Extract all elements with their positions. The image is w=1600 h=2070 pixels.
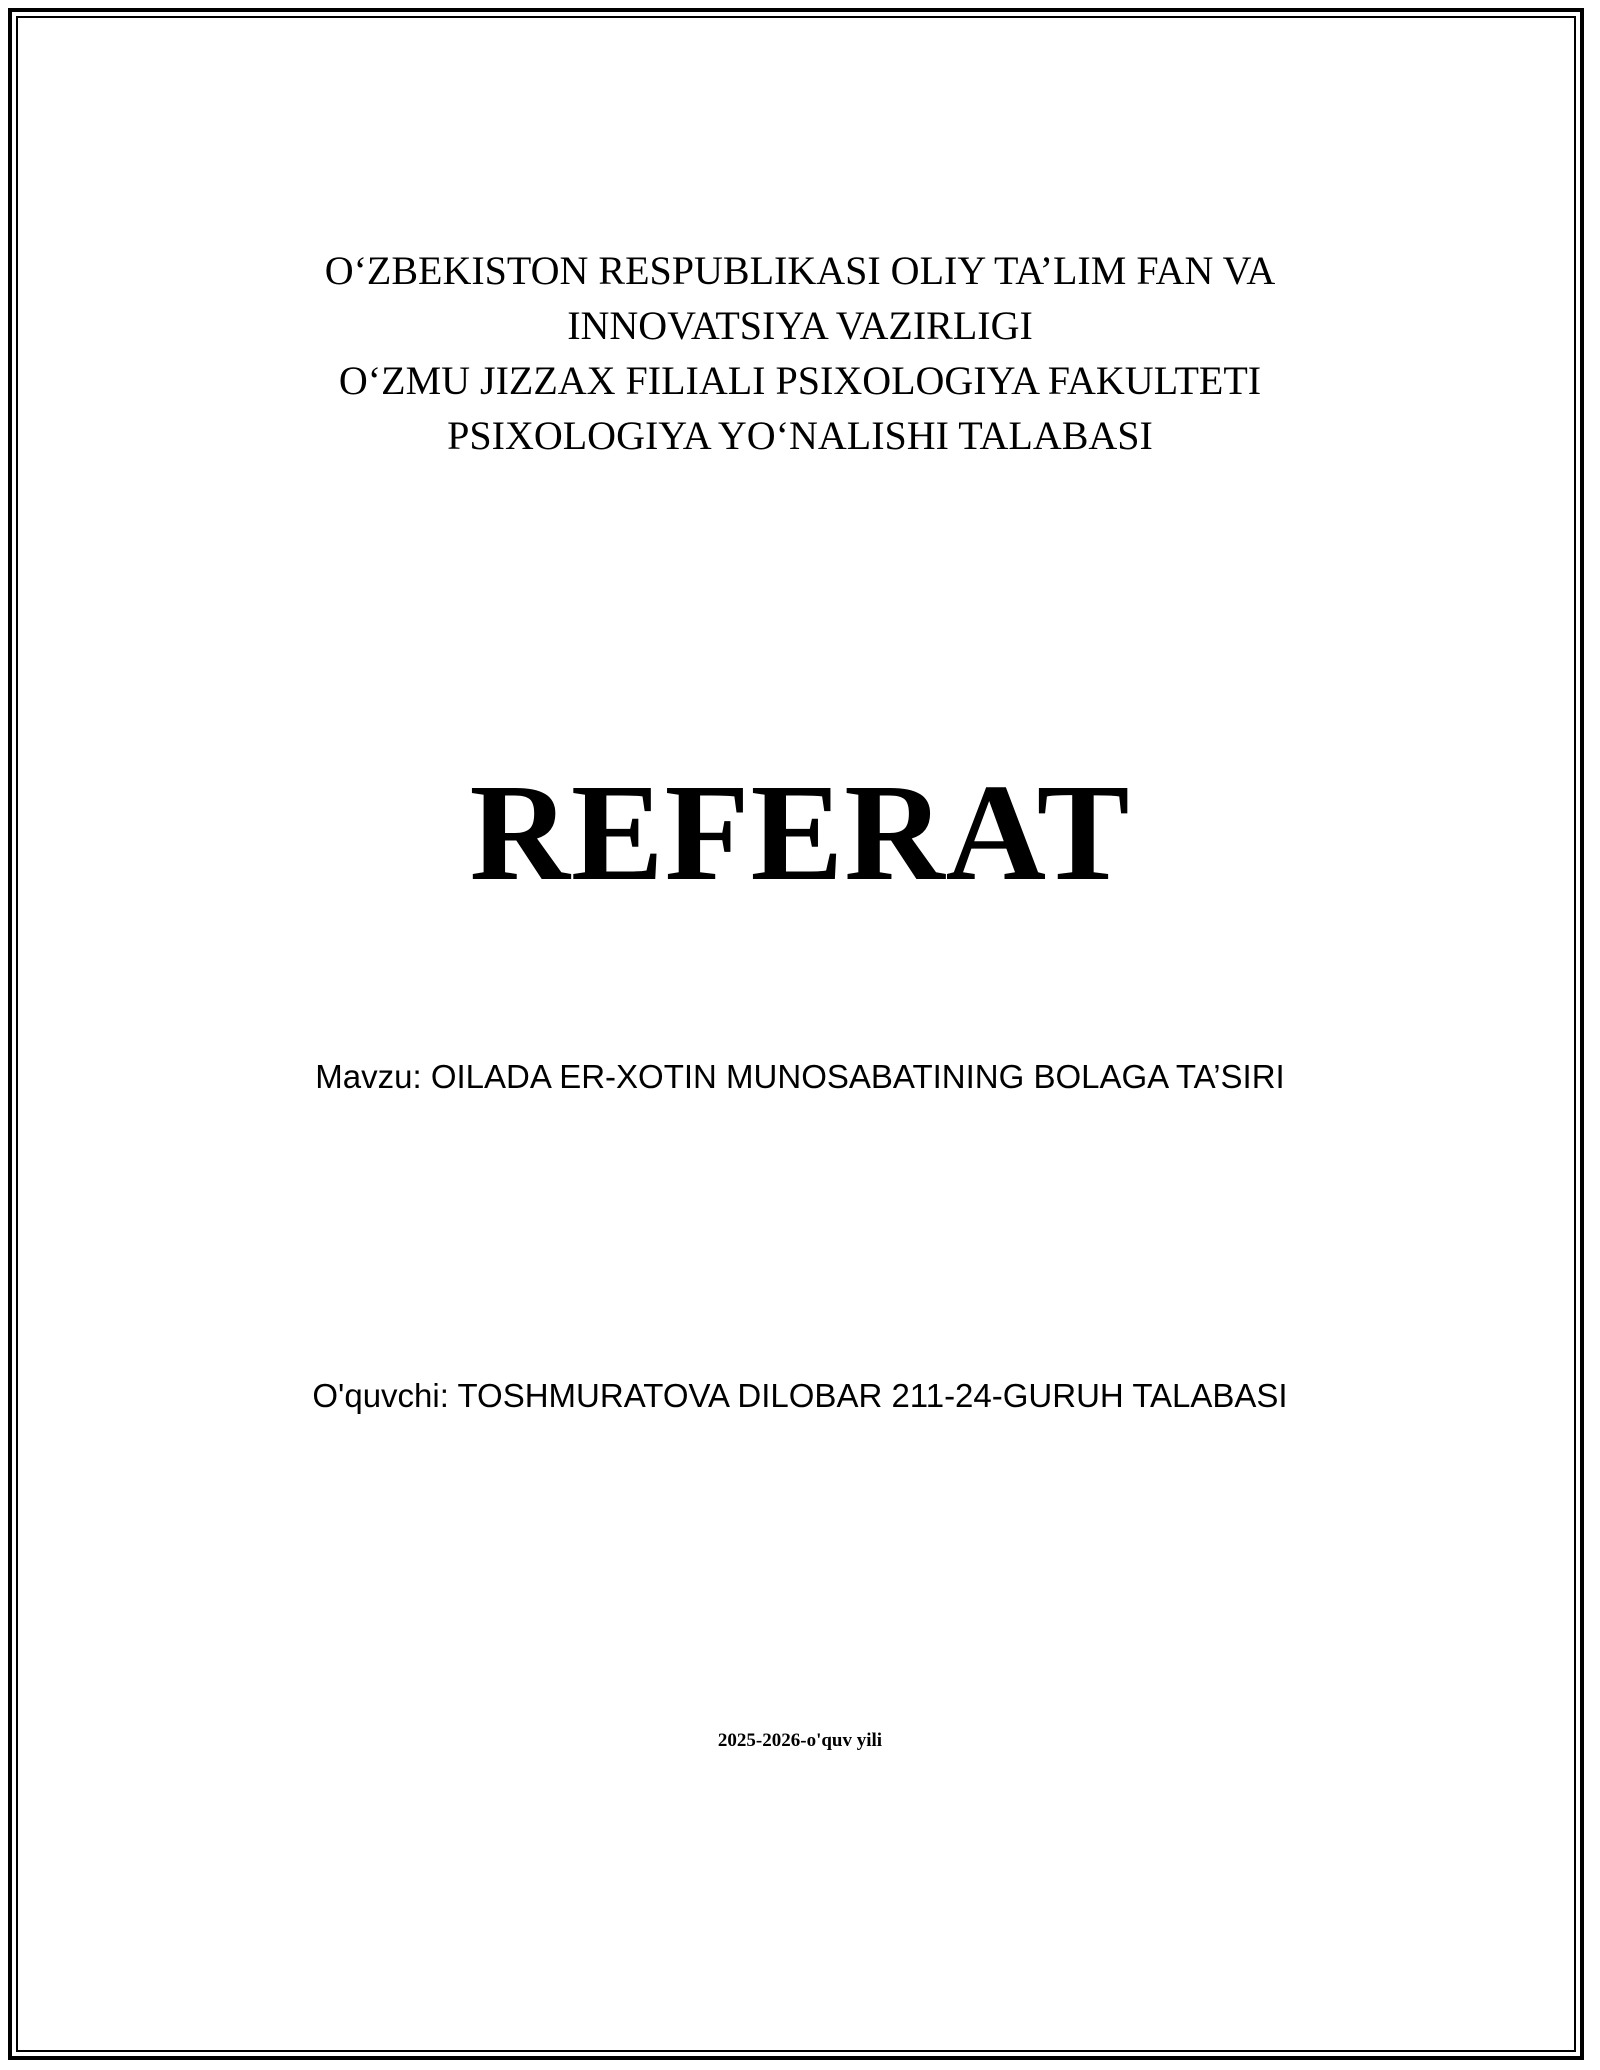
institution-heading xyxy=(0,243,1600,463)
heading-line-ministry: O‘ZBEKISTON RESPUBLIKASI OLIY TA’LIM FAN VA xyxy=(324,248,1276,293)
subject-line: Mavzu: OILADA ER-XOTIN MUNOSABATINING BOLAGA TA’SIRI xyxy=(315,1058,1285,1095)
academic-year: 2025-2026-o'quv yili xyxy=(717,1730,883,1751)
student-line: O'quvchi: TOSHMURATOVA DILOBAR 211-24-GURUH TALABASI xyxy=(312,1377,1288,1414)
heading-line-direction: PSIXOLOGIYA YO‘NALISHI TALABASI xyxy=(447,413,1153,458)
heading-line-faculty: O‘ZMU JIZZAX FILIALI PSIXOLOGIYA FAKULTETI xyxy=(338,358,1262,403)
document-title: REFERAT xyxy=(469,756,1131,910)
heading-line-ministry-cont: INNOVATSIYA VAZIRLIGI xyxy=(567,303,1033,348)
